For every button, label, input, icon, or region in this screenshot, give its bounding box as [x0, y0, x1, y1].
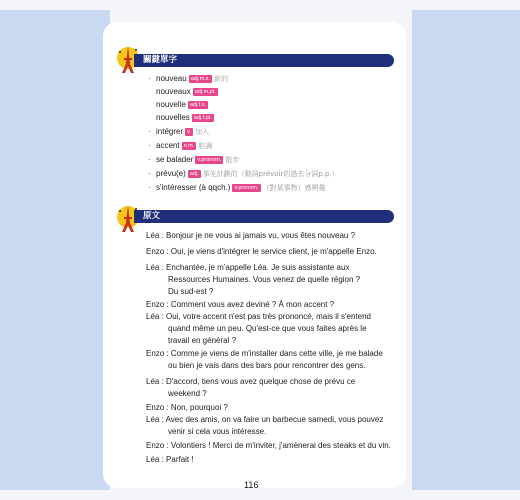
dialogue-turn	[146, 230, 396, 242]
dialogue-first-line	[146, 299, 396, 311]
vocab-gloss: 腔調	[198, 142, 213, 150]
text-section-bar	[134, 210, 394, 223]
dialogue-text: Oui, votre accent n'est pas très prononcé, mais il s'entend	[166, 312, 371, 321]
vocab-gloss: （對某事物）感興趣	[262, 184, 326, 192]
dialogue-first-line	[146, 440, 396, 452]
dialogue-text: Oui, je viens d'intégrer le service client, je m'appelle Enzo.	[170, 247, 377, 256]
dialogue-text: Non, pourquoi ?	[170, 403, 228, 412]
right-side-panel	[412, 10, 520, 490]
dialogue-turn	[146, 440, 396, 452]
dialogue-turn	[146, 299, 396, 311]
dialogue-turn	[146, 348, 396, 372]
bullet: ·	[148, 74, 151, 83]
bullet: ·	[148, 169, 151, 178]
speaker-label: Léa :	[146, 231, 164, 240]
dialogue-continuation: Du sud-est ?	[168, 287, 214, 296]
dialogue-turn	[146, 402, 396, 414]
speaker-label: Enzo :	[146, 349, 169, 358]
part-of-speech-tag: adj.m.s.	[190, 76, 210, 82]
vocab-word: prévu(e)	[156, 169, 186, 178]
dialogue-continuation: venir si cela vous intéresse.	[168, 427, 267, 436]
dialogue-first-line	[146, 454, 396, 466]
part-of-speech-tag: adj.	[189, 171, 199, 177]
speaker-label: Léa :	[146, 312, 164, 321]
vocab-gloss: 新的	[213, 75, 228, 83]
speaker-label: Léa :	[146, 377, 164, 386]
vocab-gloss: 加入	[195, 128, 209, 136]
vocab-word: s'intéresser (à qqch.)	[156, 183, 231, 192]
speaker-label: Léa :	[146, 263, 164, 272]
dialogue-first-line	[146, 311, 396, 323]
dialogue-text: Comment vous avez deviné ? À mon accent ?	[170, 300, 335, 309]
vocab-item	[148, 73, 228, 85]
dialogue-continuation: Ressources Humaines. Vous venez de quelle région ?	[168, 275, 361, 284]
dialogue-first-line	[146, 348, 396, 360]
vocab-word: intégrer	[156, 127, 184, 136]
speaker-label: Léa :	[146, 415, 164, 424]
vocab-item	[148, 140, 212, 152]
bullet: ·	[148, 183, 151, 192]
vocab-item	[148, 99, 210, 110]
vocab-item	[148, 126, 209, 138]
vocab-gloss: 事先計劃的（動詞prévoir的過去分詞p.p.）	[202, 170, 339, 178]
vocab-word: se balader	[156, 155, 194, 164]
dialogue-text: Volontiers ! Merci de m'inviter, j'amènerai des steaks et du vin.	[170, 441, 391, 450]
dialogue-first-line	[146, 402, 396, 414]
speaker-label: Léa :	[146, 455, 164, 464]
dialogue-turn	[146, 246, 396, 258]
dialogue-text: Avec des amis, on va faire un barbecue samedi, vous pouvez	[165, 415, 384, 424]
vocab-item	[148, 112, 216, 123]
bullet: ·	[148, 141, 151, 150]
vocab-word: nouveau	[156, 74, 187, 83]
vocab-section-title: 關鍵單字	[143, 55, 178, 65]
vocab-gloss: 散步	[225, 156, 240, 164]
dialogue-first-line	[146, 376, 396, 388]
speaker-label: Enzo :	[146, 403, 169, 412]
part-of-speech-tag: adj.f.s.	[189, 102, 207, 108]
dialogue-text: Enchantée, je m'appelle Léa. Je suis assistante aux	[166, 263, 350, 272]
bullet: ·	[148, 155, 151, 164]
dialogue-turn	[146, 414, 396, 438]
dialogue-first-line	[146, 246, 396, 258]
vocab-word: nouvelles	[156, 113, 190, 122]
part-of-speech-tag: n.m.	[183, 143, 195, 149]
dialogue-continuation: ou bien je vais dans des bars pour rencontrer des gens.	[168, 361, 366, 370]
dialogue-turn	[146, 262, 396, 298]
vocab-item	[148, 86, 220, 97]
text-section-title: 原文	[143, 211, 161, 221]
dialogue-text: D'accord, tiens vous avez quelque chose de prévu ce	[166, 377, 356, 386]
dialogue-continuation: travail en général ?	[168, 336, 237, 345]
dialogue-text: Bonjour je ne vous ai jamais vu, vous êtes nouveau ?	[166, 231, 356, 240]
vocab-item	[148, 168, 339, 180]
vocab-item	[148, 182, 326, 194]
dialogue-continuation: quand même un peu. Qu'est-ce que vous faites après le	[168, 324, 367, 333]
dialogue-turn	[146, 376, 396, 400]
part-of-speech-tag: adj.m.pl.	[194, 89, 216, 95]
dialogue-text: Comme je viens de m'installer dans cette ville, je me balade	[170, 349, 383, 358]
dialogue-text: Parfait !	[166, 455, 194, 464]
left-side-panel	[0, 10, 110, 490]
bullet: ·	[148, 127, 151, 136]
vocab-word: nouveaux	[156, 87, 191, 96]
vocab-word: accent	[156, 141, 180, 150]
part-of-speech-tag: v.	[187, 129, 191, 135]
dialogue-turn	[146, 311, 396, 347]
dialogue-first-line	[146, 262, 396, 274]
dialogue-continuation: weekend ?	[168, 389, 207, 398]
part-of-speech-tag: v.pronom.	[197, 157, 222, 163]
vocab-item	[148, 154, 239, 166]
vocab-word: nouvelle	[156, 100, 186, 109]
dialogue-first-line	[146, 414, 396, 426]
speaker-label: Enzo :	[146, 300, 169, 309]
speaker-label: Enzo :	[146, 441, 169, 450]
part-of-speech-tag: adj.f.pl.	[193, 115, 212, 121]
dialogue-first-line	[146, 230, 396, 242]
dialogue-turn	[146, 454, 396, 466]
speaker-label: Enzo :	[146, 247, 169, 256]
page-number: 116	[244, 480, 259, 490]
part-of-speech-tag: v.pronom.	[234, 185, 259, 191]
